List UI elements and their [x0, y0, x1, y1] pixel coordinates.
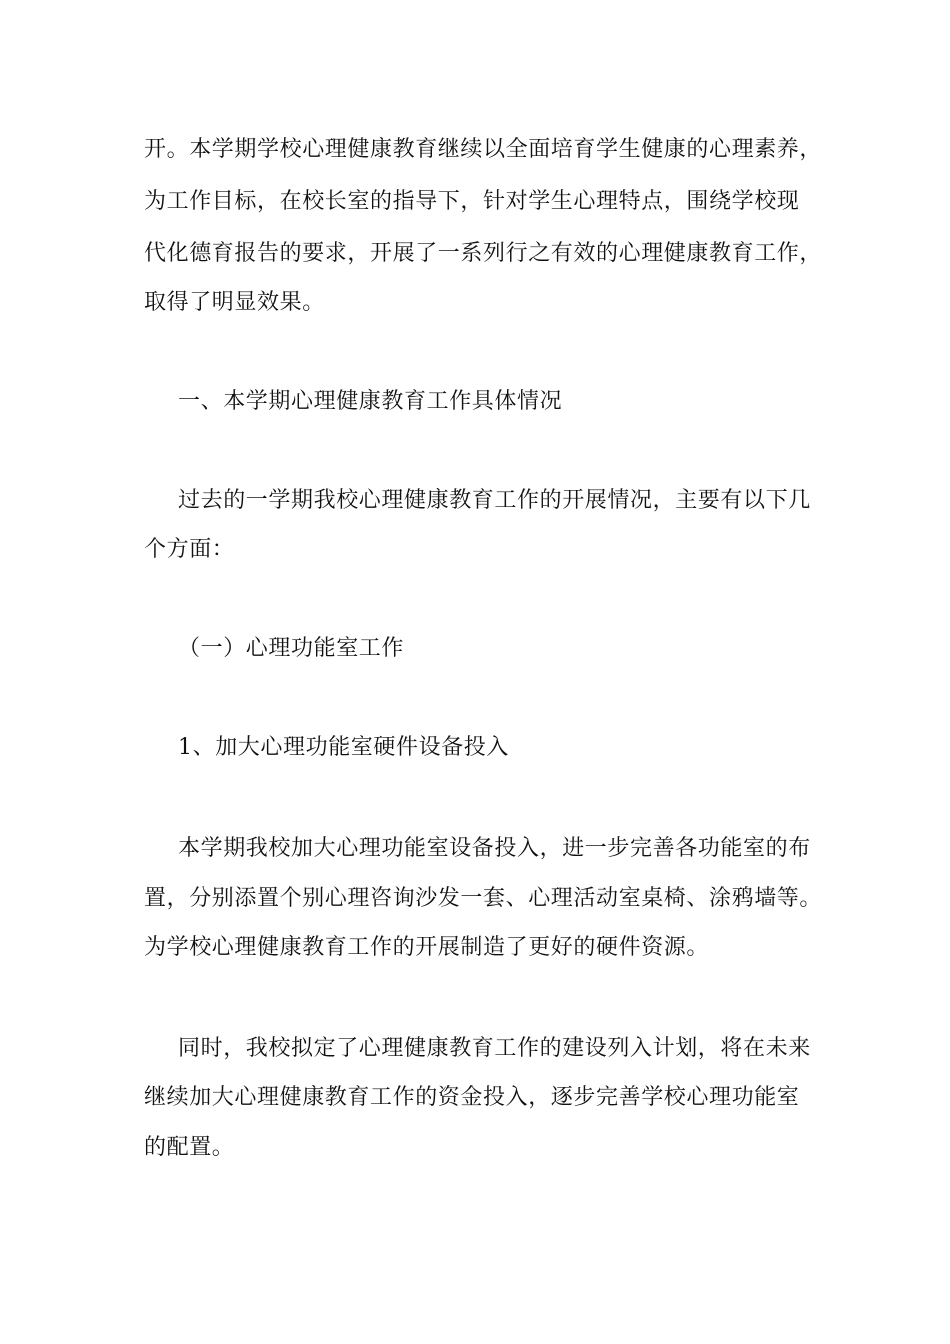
intro-line-2: 为工作目标，在校长室的指导下，针对学生心理特点，围绕学校现 — [144, 189, 800, 214]
item-1-heading: 1、加大心理功能室硬件设备投入 — [178, 735, 509, 760]
item-1-para-2-line-3: 的配置。 — [144, 1135, 235, 1160]
item-1-para-1-line-2: 置，分别添置个别心理咨询沙发一套、心理活动室桌椅、涂鸦墙等。 — [144, 886, 823, 911]
section-1-intro-line-2: 个方面： — [144, 537, 235, 562]
subsection-1-heading: （一）心理功能室工作 — [178, 636, 405, 661]
section-1-intro-line-1: 过去的一学期我校心理健康教育工作的开展情况，主要有以下几 — [178, 488, 811, 513]
item-1-para-2-line-2: 继续加大心理健康教育工作的资金投入，逐步完善学校心理功能室 — [144, 1085, 800, 1110]
intro-line-4: 取得了明显效果。 — [144, 290, 325, 315]
section-1-heading: 一、本学期心理健康教育工作具体情况 — [178, 389, 563, 414]
intro-line-3: 代化德育报告的要求，开展了一系列行之有效的心理健康教育工作， — [144, 241, 823, 266]
item-1-para-1-line-3: 为学校心理健康教育工作的开展制造了更好的硬件资源。 — [144, 935, 710, 960]
item-1-para-1-line-1: 本学期我校加大心理功能室设备投入，进一步完善各功能室的布 — [178, 836, 811, 861]
item-1-para-2-line-1: 同时，我校拟定了心理健康教育工作的建设列入计划，将在未来 — [178, 1036, 811, 1061]
intro-line-1: 开。本学期学校心理健康教育继续以全面培育学生健康的心理素养， — [144, 137, 823, 162]
